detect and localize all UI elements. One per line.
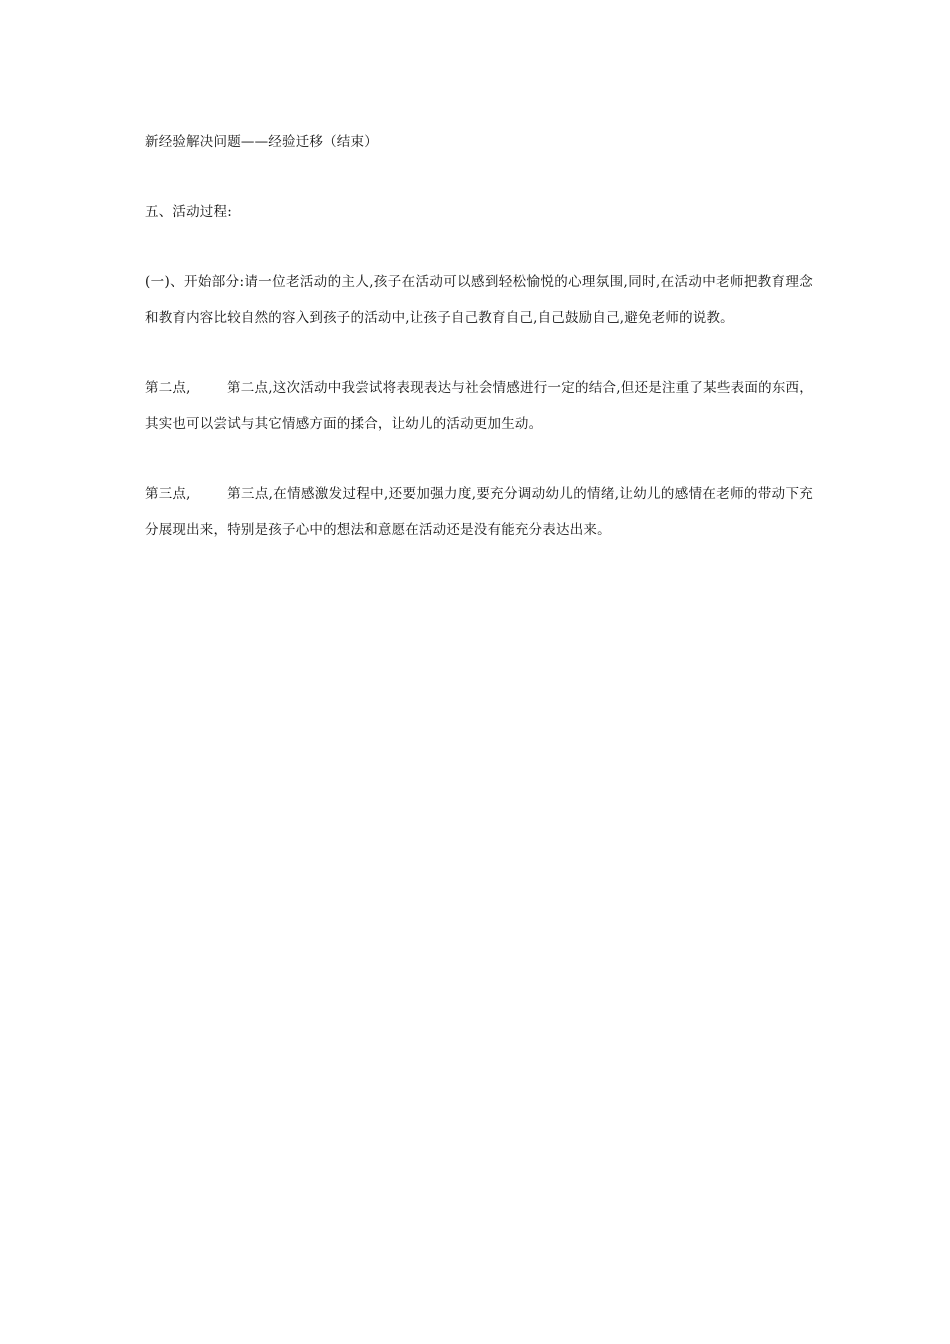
paragraph-three-body: 第三点,在情感激发过程中,还要加强力度,要充分调动幼儿的情绪,让幼儿的感情在老师的带动下充分展现出来，特别是孩子心中的想法和意愿在活动还是没有能充分表达出来。 [145,486,813,538]
paragraph-two [145,370,813,442]
section-heading: 五、活动过程: [145,204,232,220]
paragraph-three [145,476,813,548]
document-body [145,124,813,548]
paragraph-three-lead: 第三点, [145,486,191,502]
line-title: 新经验解决问题——经验迁移（结束） [145,134,378,150]
paragraph-two-body: 第二点,这次活动中我尝试将表现表达与社会情感进行一定的结合,但还是注重了某些表面的东西，其实也可以尝试与其它情感方面的揉合，让幼儿的活动更加生动。 [145,380,813,432]
paragraph-two-lead: 第二点, [145,380,191,396]
paragraph-one: (一)、开始部分:请一位老活动的主人,孩子在活动可以感到轻松愉悦的心理氛围,同时,在活动中老师把教育理念和教育内容比较自然的容入到孩子的活动中,让孩子自己教育自己,自己鼓励自己,避免老师的说教。 [145,274,813,326]
